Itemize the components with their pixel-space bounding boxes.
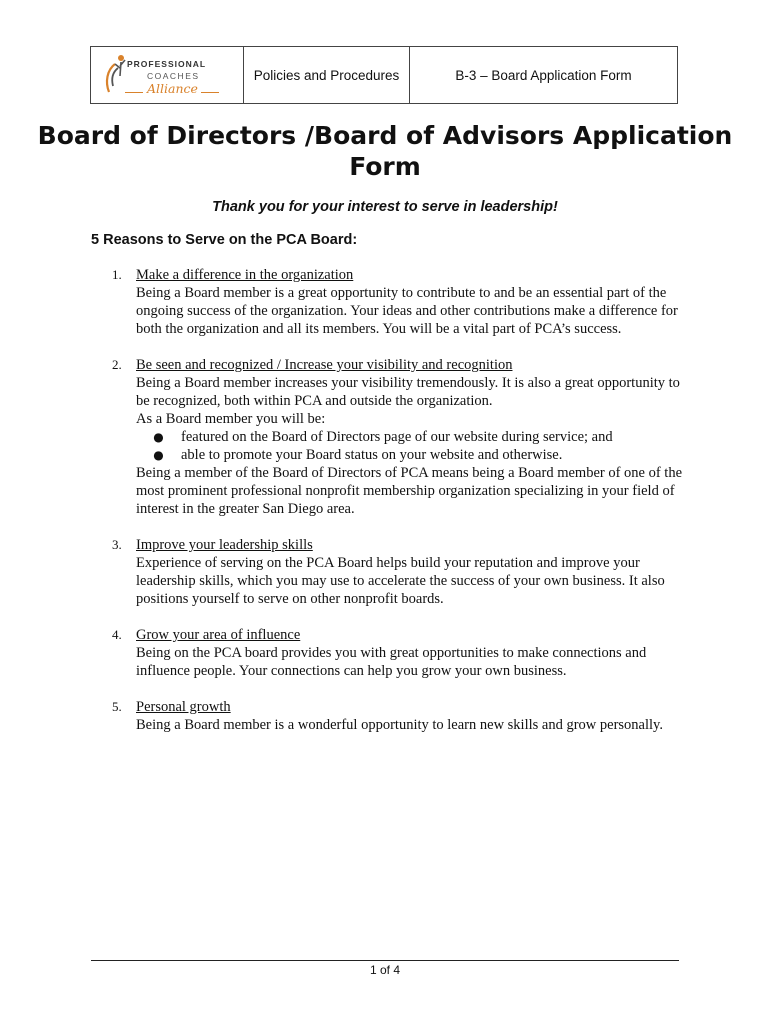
reason-number: 4.: [112, 627, 122, 642]
bullet-icon: ●: [153, 430, 164, 444]
logo-rule-left: [125, 92, 143, 93]
reason-body: Being a Board member increases your visibility tremendously. It is also a great opportunity to be recognized, both within PCA and outside the organization.: [136, 375, 680, 409]
reason-item: [112, 266, 682, 338]
coach-figure-icon: [103, 52, 129, 96]
bullet-text: able to promote your Board status on your website and otherwise.: [181, 447, 563, 463]
reasons-list: [112, 266, 682, 752]
reason-title: Personal growth: [136, 699, 231, 715]
logo-line-professional: PROFESSIONAL: [127, 59, 207, 69]
reason-body: Being on the PCA board provides you with great opportunities to make connections and influence people. Your connections can help you grow your own business.: [136, 645, 647, 679]
reason-item: [112, 356, 682, 518]
reason-number: 1.: [112, 267, 122, 282]
policy-cell: Policies and Procedures: [244, 47, 410, 103]
bullet-icon: ●: [153, 448, 164, 462]
footer-rule: [91, 960, 679, 961]
bullet-list: [136, 428, 682, 464]
reason-item: [112, 698, 682, 734]
reason-outro: Being a member of the Board of Directors of PCA means being a Board member of one of the most prominent professional nonprofit membership organization specializing in your field of interest in the greater San Diego area.: [136, 465, 683, 517]
logo-line-coaches: COACHES: [147, 71, 200, 81]
header-table: [90, 46, 678, 104]
bullet-item: [136, 428, 682, 446]
reason-number: 5.: [112, 699, 122, 714]
bullet-text: featured on the Board of Directors page of our website during service; and: [181, 429, 613, 445]
logo-cell: [91, 47, 244, 103]
page-title: Board of Directors /Board of Advisors Application Form: [37, 121, 733, 181]
reason-body: Being a Board member is a wonderful opportunity to learn new skills and grow personally.: [136, 717, 663, 733]
reason-title: Grow your area of influence: [136, 627, 301, 643]
logo-rule-right: [201, 92, 219, 93]
reason-title: Make a difference in the organization: [136, 267, 354, 283]
thank-you-line: Thank you for your interest to serve in leadership!: [212, 199, 558, 215]
reason-number: 2.: [112, 357, 122, 372]
reason-body: Being a Board member is a great opportunity to contribute to and be an essential part of the ongoing success of the organization. Your ideas and other contributions make a difference for both the organization and all its members. You will be a vital part of PCA’s success.: [136, 285, 678, 337]
reason-title: Improve your leadership skills: [136, 537, 313, 553]
logo-line-alliance: Alliance: [147, 81, 198, 96]
reason-item: [112, 536, 682, 608]
form-id-cell: B-3 – Board Application Form: [455, 67, 632, 83]
reasons-heading: 5 Reasons to Serve on the PCA Board:: [91, 232, 358, 248]
reason-item: [112, 626, 682, 680]
logo: [97, 50, 237, 100]
reason-body: Experience of serving on the PCA Board helps build your reputation and improve your leadership skills, which you may use to accelerate the success of your own business. It also positions yourself to serve on other nonprofit boards.: [136, 555, 665, 607]
reason-number: 3.: [112, 537, 122, 552]
page-number: 1 of 4: [369, 963, 401, 977]
reason-intro: As a Board member you will be:: [136, 411, 326, 427]
bullet-item: [136, 446, 682, 464]
reason-title: Be seen and recognized / Increase your visibility and recognition: [136, 357, 513, 373]
